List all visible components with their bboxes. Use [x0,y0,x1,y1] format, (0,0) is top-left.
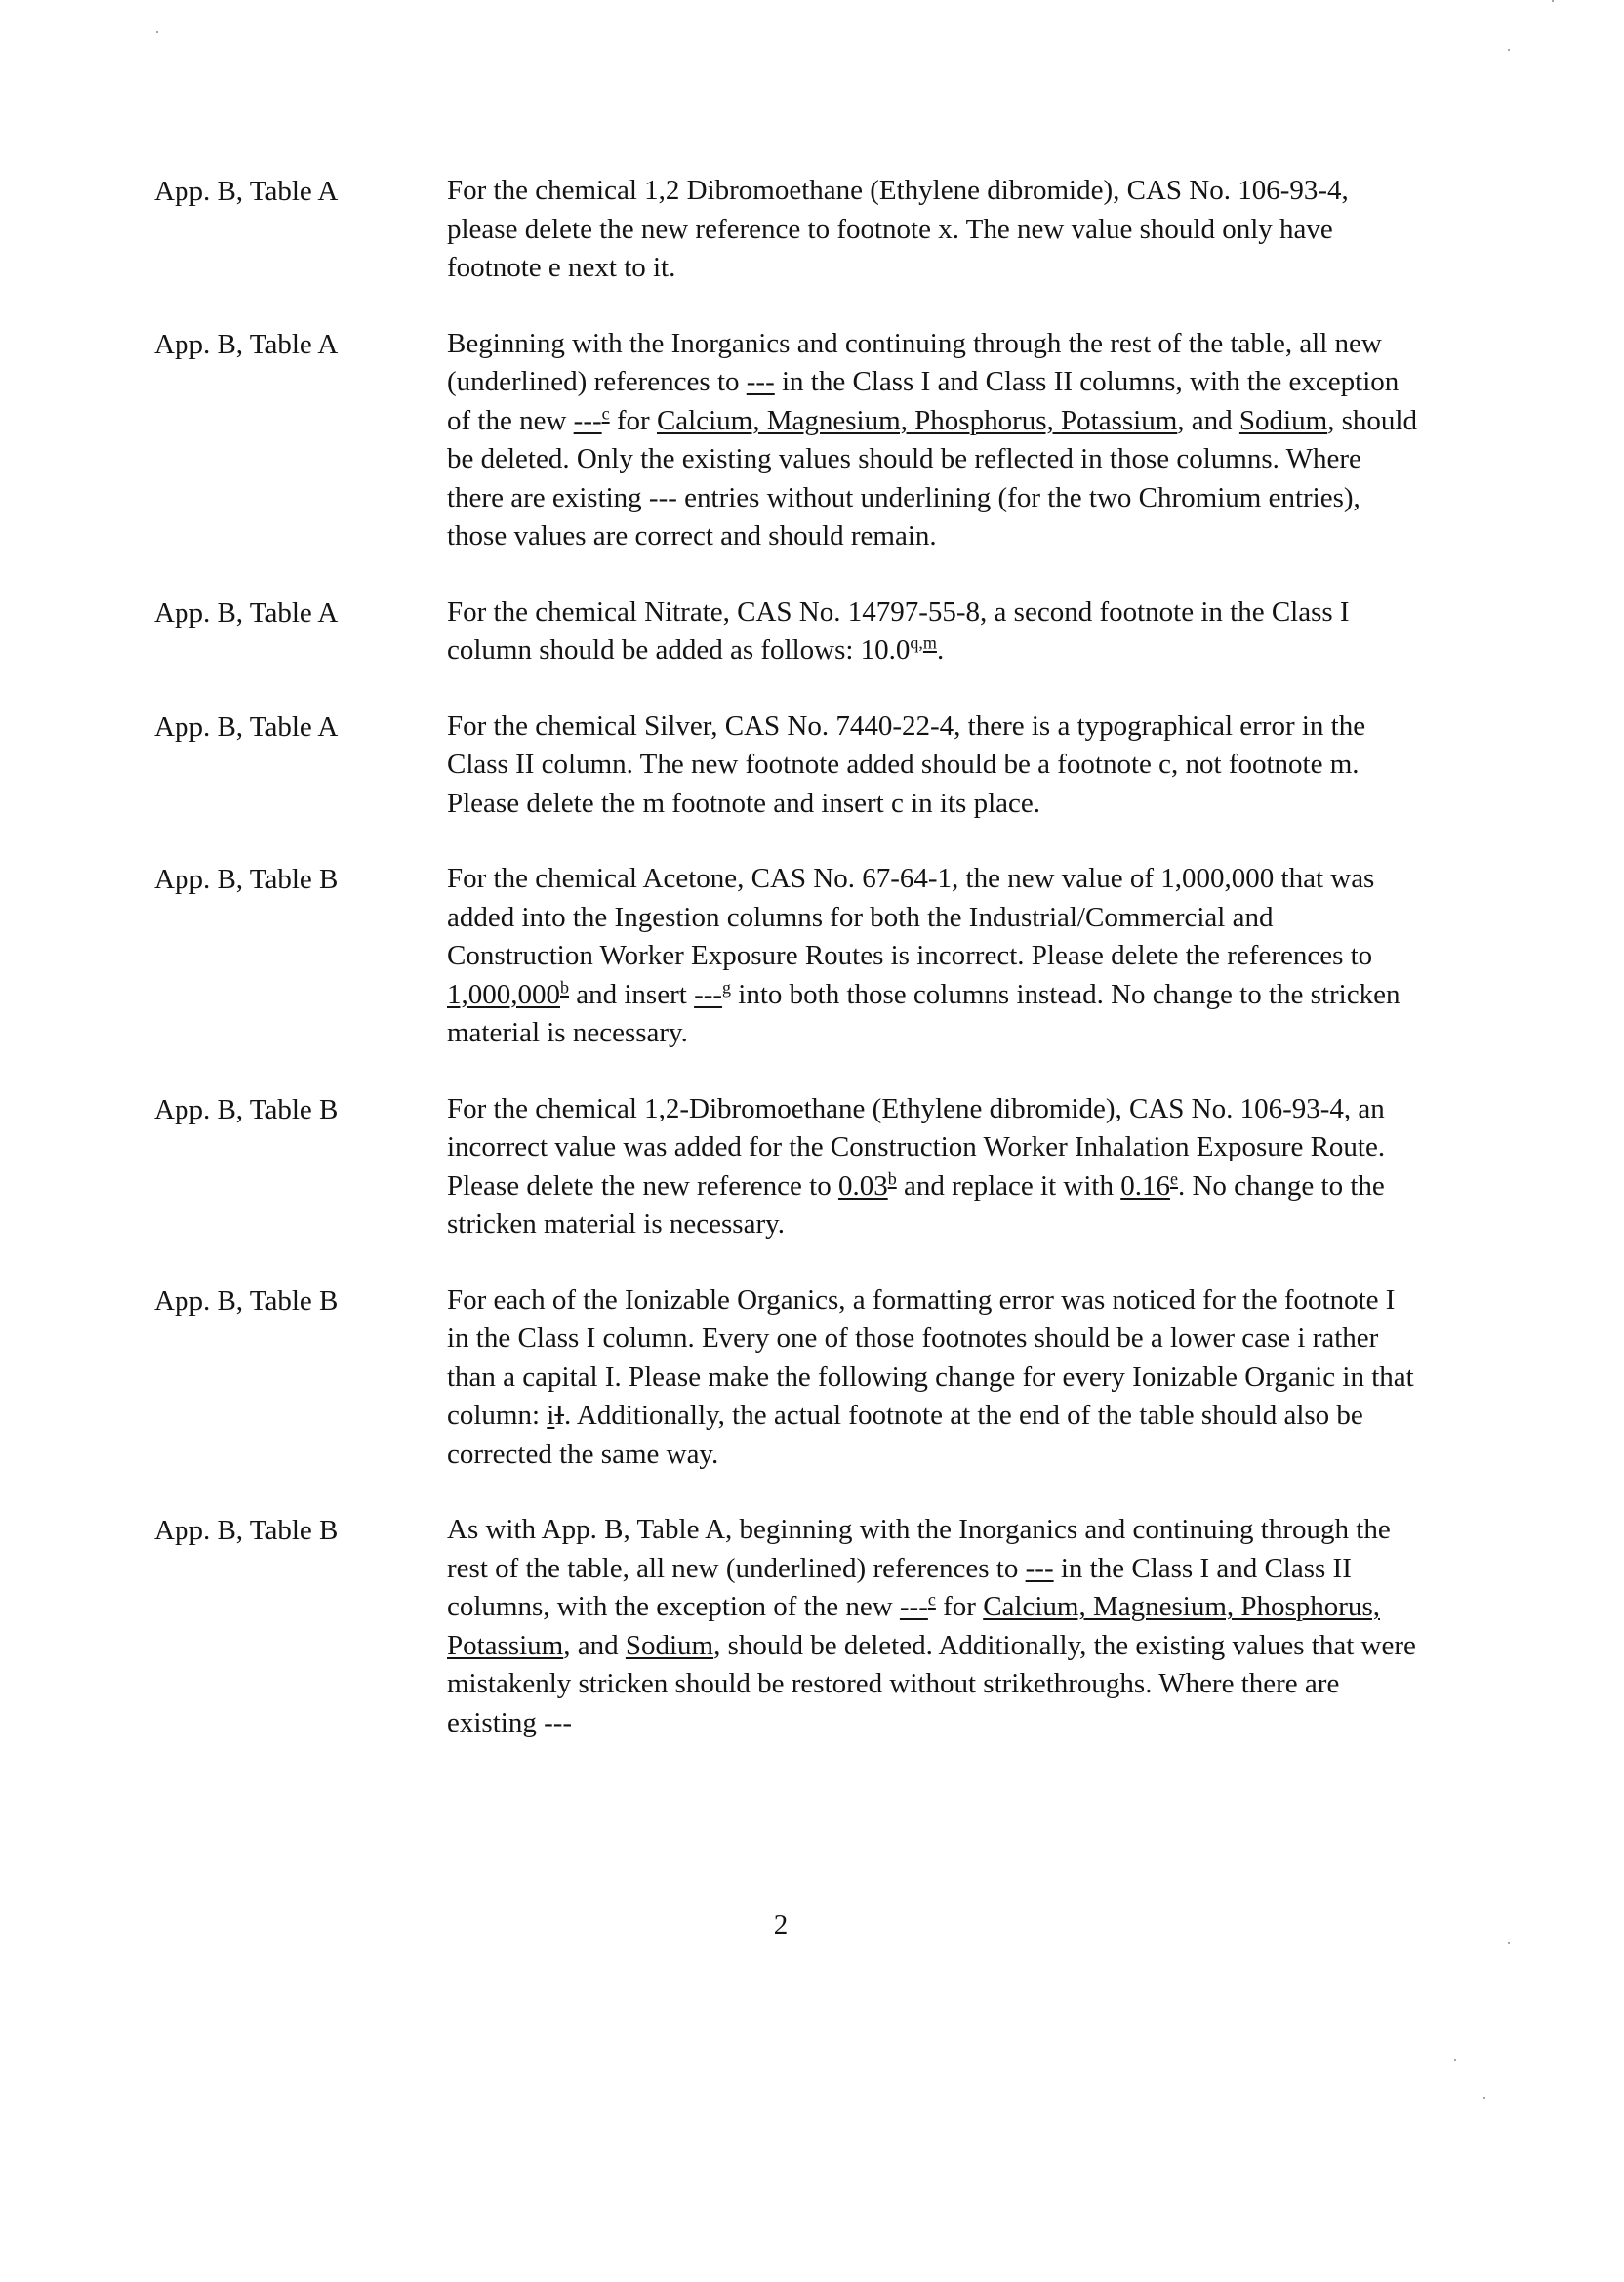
text-segment: , should be deleted. Additionally, the existing values that were mistakenly stricken should be restored without strikethroughs. Where there are existing --- [447,1629,1416,1738]
text-segment: For the chemical Acetone, CAS No. 67-64-1, the new value of 1,000,000 that was added into the Ingestion columns for both the Industrial/Commercial and Construction Worker Exposure Routes is incorrect. Please delete the references to [447,863,1375,971]
footnote-marker: g [722,976,732,997]
text-segment: . No change to the stricken material is necessary. [447,1169,1385,1240]
text-segment: --- [899,1591,928,1622]
entry-text [447,172,1423,288]
footnote-marker: b [560,976,569,997]
text-segment: for [609,404,657,436]
scan-speck [1454,2059,1456,2061]
text-segment: in the Class I and Class II columns, with the exception of the new [447,1552,1352,1622]
correction-entry [154,325,1442,556]
footnote-marker: q, [910,632,923,653]
entry-text [447,1090,1423,1244]
text-segment: Beginning with the Inorganics and continuing through the rest of the table, all new (underlined) references to [447,327,1382,397]
correction-entry [154,1511,1442,1742]
entry-label: App. B, Table B [154,1515,339,1546]
text-segment: --- [694,978,723,1010]
text-segment: For the chemical Nitrate, CAS No. 14797-55-8, a second footnote in the Class I column should be added as follows: 10.0 [447,595,1350,666]
entry-label: App. B, Table A [154,328,339,360]
entry-label: App. B, Table B [154,1093,339,1125]
entry-text [447,1511,1423,1742]
correction-entry [154,172,1442,288]
scan-speck [1508,49,1510,51]
entry-text [447,593,1423,671]
text-segment: for [935,1591,984,1622]
text-segment: Calcium, Magnesium, Phosphorus, Potassium [656,404,1178,436]
text-segment: . [936,634,945,666]
text-segment: I [554,1400,565,1431]
text-segment: in the Class I and Class II columns, with the exception of the new [447,366,1400,436]
entry-label: App. B, Table A [154,176,339,207]
scan-speck [156,31,158,33]
text-segment: Calcium, Magnesium, Phosphorus, Potassium [447,1591,1380,1661]
correction-entry [154,860,1442,1053]
entry-text [447,325,1423,556]
entry-label: App. B, Table B [154,1284,339,1317]
text-segment: --- [746,366,775,397]
text-segment: , and [1177,404,1239,436]
text-segment: As with App. B, Table A, beginning with the Inorganics and continuing through the rest of the table, all new (underlined) references to [447,1514,1391,1584]
entry-label: App. B, Table A [154,596,339,629]
text-segment: --- [573,404,602,436]
text-segment: , and [563,1629,626,1661]
text-segment: 0.03 [837,1169,888,1202]
entry-text [447,860,1423,1053]
text-segment: For the chemical Silver, CAS No. 7440-22-4, there is a typographical error in the Class II column. The new footnote added should be a footnote c, not footnote m. Please delete the m footnote and insert c in its place. [447,710,1366,819]
correction-entry [154,1282,1442,1475]
correction-entry [154,1090,1442,1244]
text-segment: and insert [569,978,695,1010]
entry-label: App. B, Table B [154,864,339,895]
text-segment: . Additionally, the actual footnote at the end of the table should also be corrected the same way. [447,1400,1363,1470]
text-segment: into both those columns instead. No change to the stricken material is necessary. [447,978,1401,1048]
correction-entry [154,593,1442,671]
text-segment: For the chemical 1,2 Dibromoethane (Ethylene dibromide), CAS No. 106-93-4, please delete the new reference to footnote x. The new value should only have footnote e next to it. [447,175,1349,283]
scan-speck [1483,2097,1485,2099]
footnote-marker: c [601,402,610,423]
text-segment: and replace it with [896,1169,1121,1202]
footnote-marker: b [887,1167,897,1188]
text-segment: --- [1025,1552,1054,1584]
text-segment: 1,000,000 [447,978,560,1010]
text-segment: Sodium [625,1629,714,1661]
entry-text [447,708,1423,824]
text-segment: For the chemical 1,2-Dibromoethane (Ethylene dibromide), CAS No. 106-93-4, an incorrect value was added for the Construction Worker Inhalation Exposure Route. Please delete the new reference to [447,1092,1386,1202]
entry-text [447,1282,1423,1475]
footnote-marker: m [922,632,937,653]
text-segment: i [547,1400,555,1431]
text-segment: For each of the Ionizable Organics, a formatting error was noticed for the footnote I in the Class I column. Every one of those footnotes should be a lower case i rather than a capital I. Please make the following change for every Ionizable Organic in that column: [447,1284,1414,1431]
entry-label: App. B, Table A [154,711,339,743]
text-segment: Sodium [1238,404,1328,436]
footnote-marker: c [927,1589,936,1610]
text-segment: , should be deleted. Only the existing values should be reflected in those columns. Where there are existing --- entries without underlining (for the two Chromium entries), those values are correct and should remain. [447,404,1417,551]
correction-entry [154,708,1442,824]
scan-speck [1508,1942,1510,1944]
scan-speck [1552,0,1554,2]
correction-list [154,172,1442,1779]
text-segment: 0.16 [1120,1169,1170,1202]
footnote-marker: e [1169,1167,1178,1188]
page-number: 2 [773,1909,789,1940]
